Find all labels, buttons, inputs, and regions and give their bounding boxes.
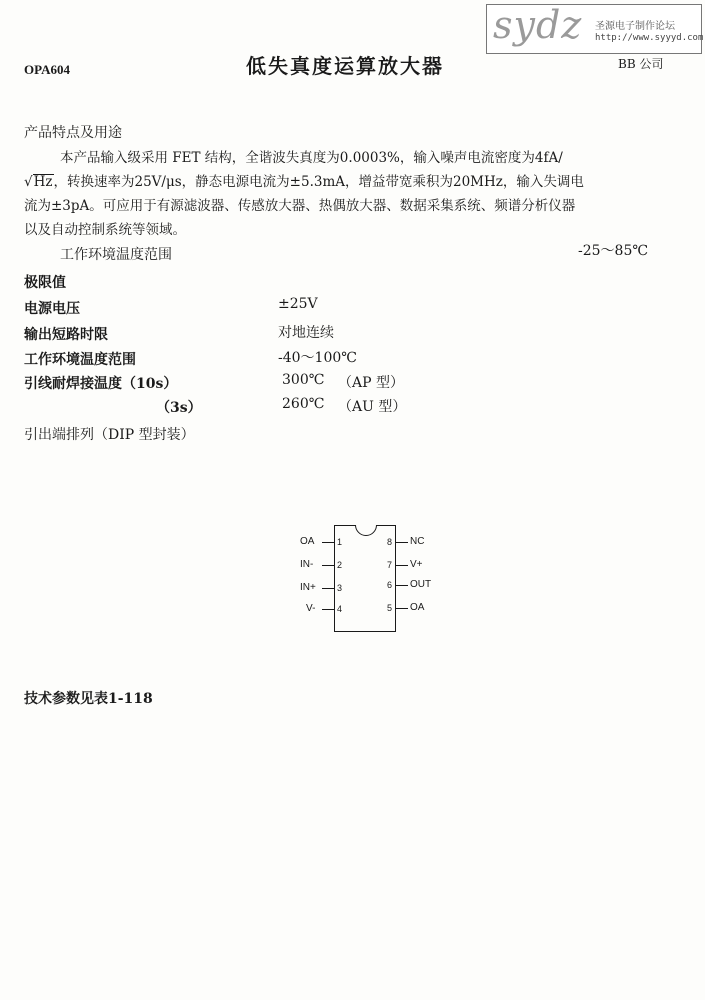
limit-value-solder-10s: 300℃ [282,372,325,388]
watermark-url: http://www.syyyd.com [595,33,704,43]
pin-4-name: V- [306,603,316,614]
pin-6-lead [396,585,408,586]
limit-label-supply: 电源电压 [24,301,80,317]
pin-5-number: 5 [387,603,393,613]
pin-4-number: 4 [337,604,343,614]
pin-3-lead [322,588,334,589]
pin-5-lead [396,608,408,609]
pin-1-name: OA [300,536,315,547]
limits-heading: 极限值 [24,275,66,291]
pin-7-lead [396,565,408,566]
limit-label-temp-range: 工作环境温度范围 [24,352,136,368]
pin-7-number: 7 [387,560,393,570]
pin-8-name: NC [410,536,425,547]
limit-value-temp-range: -40～100℃ [278,350,357,366]
features-line-2-text: ，转换速率为25V/μs，静态电源电流为±5.3mA，增益带宽乘积为20MHz，输入失调电 [53,174,584,190]
technical-parameters-reference: 技术参数见表1-118 [24,691,153,707]
limit-label-short-circuit: 输出短路时限 [24,327,108,343]
operating-temp-label: 工作环境温度范围 [60,247,172,263]
limit-note-au: （AU 型） [338,399,407,415]
pinout-heading: 引出端排列（DIP 型封装） [24,427,195,443]
pin-8-lead [396,542,408,543]
features-heading: 产品特点及用途 [24,125,122,141]
pin-1-lead [322,542,334,543]
pin-3-number: 3 [337,583,343,593]
features-line-4: 以及自动控制系统等领域。 [24,222,186,238]
limit-note-ap: （AP 型） [338,375,404,391]
limit-label-solder-3s: （3s） [156,400,202,416]
limit-value-solder-3s: 260℃ [282,396,325,412]
features-line-3: 流为±3pA。可应用于有源滤波器、传感放大器、热偶放大器、数据采集系统、频谱分析仪器 [24,198,576,214]
limit-value-short-circuit: 对地连续 [278,325,334,341]
limit-label-solder-10s: 引线耐焊接温度（10s） [24,376,178,392]
pin-2-name: IN- [300,559,314,570]
features-line-2 [24,170,584,190]
sqrt-symbol: √ [24,174,33,190]
pin-2-lead [322,565,334,566]
operating-temp-value: -25～85℃ [578,243,649,259]
pin-6-name: OUT [410,579,432,590]
dip-notch [355,514,377,536]
limit-value-supply: ±25V [278,296,318,312]
company-name: BB 公司 [618,57,664,71]
watermark-logo: sydz [493,3,583,47]
sqrt-hz: Hz [33,174,53,190]
pin-5-name: OA [410,602,425,613]
features-line-1: 本产品输入级采用 FET 结构，全谐波失真度为0.0003%，输入噪声电流密度为4fA/ [60,150,563,166]
pin-7-name: V+ [410,559,423,570]
pin-8-number: 8 [387,537,393,547]
pin-4-lead [322,609,334,610]
pin-1-number: 1 [337,537,343,547]
watermark-site-name: 圣源电子制作论坛 [595,21,675,32]
part-number: OPA604 [24,62,70,77]
pin-2-number: 2 [337,560,343,570]
pin-6-number: 6 [387,580,393,590]
pin-3-name: IN+ [300,582,316,593]
watermark [486,4,702,54]
page-title: 低失真度运算放大器 [246,54,444,78]
